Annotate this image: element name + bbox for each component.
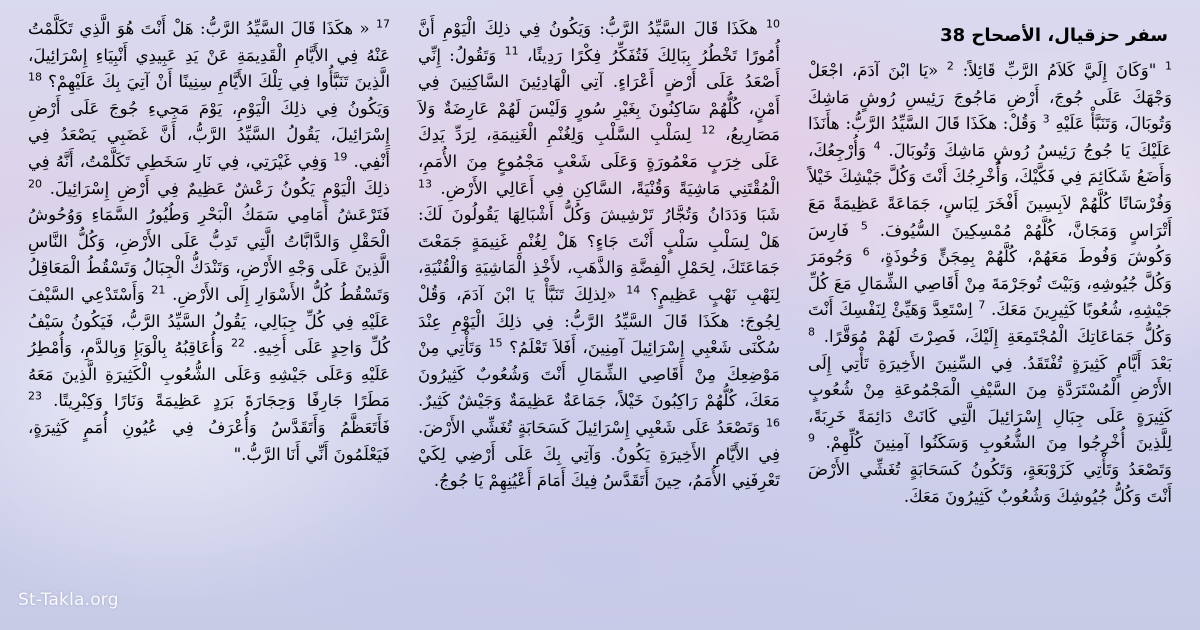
verse-text: فَتَرْعَشُ أَمَامِي سَمَكُ الْبَحْرِ وَطُيُورُ السَّمَاءِ وَوُحُوشُ الْحَقْلِ وَالدَّابَّاتُ الَّتِي تَدِبُّ عَلَى الأَرْضِ، وَكُلُّ النَّاسِ الَّذِينَ عَلَى وَجْهِ الأَرْضِ، وَتَنْدَكُّ الْجِبَالُ وَتَسْقُطُ الْمَعَاقِلُ وَتَسْقُطُ كُلُّ الأَسْوَارِ إِلَى الأَرْضِ.: [28, 205, 391, 304]
column-text: [418, 16, 780, 495]
verse-text: وَتَصْعَدُ عَلَى شَعْبِي إِسْرَائِيلَ كَسَحَابَةٍ تُغَشِّي الأَرْضَ. فِي الأَيَّامِ الأَخِيرَةِ يَكُونُ. وَآتِي بِكَ عَلَى أَرْضِي لِكَيْ تَعْرِفَنِي الأُمَمُ، حِينَ أَتَقَدَّسُ فِيكَ أَمَامَ أَعْيُنِهِمْ يَا جُوجُ.: [418, 417, 780, 491]
verse-text: بَعْدَ أَيَّامٍ كَثِيرَةٍ تُفْتَقَدُ. فِي السِّنِينَ الأَخِيرَةِ تَأْتِي إِلَى الأَرْضِ الْمُسْتَرَدَّةِ مِنَ السَّيْفِ الْمَجْمُوعَةِ مِنْ شُعُوبٍ كَثِيرَةٍ عَلَى جِبَالِ إِسْرَائِيلَ الَّتِي كَانَتْ دَائِمَةً خَرِبَةً، لِلَّذِينَ أُخْرِجُوا مِنَ الشُّعُوبِ وَسَكَنُوا آمِنِينَ كُلِّهِمْ.: [808, 353, 1172, 453]
verse-number: 5: [860, 219, 868, 233]
verse-text: وَتَأْتِي مِنْ مَوْضِعِكَ مِنْ أَقَاصِي الشِّمَالِ أَنْتَ وَشُعُوبٌ كَثِيرُونَ مَعَكَ، كُلُّهُمْ رَاكِبُونَ خَيْلاً، جَمَاعَةٌ عَظِيمَةٌ وَجَيْشٌ كَثِيرٌ.: [418, 338, 780, 411]
verse-number: 10: [766, 17, 780, 31]
verse-number: 13: [418, 177, 432, 191]
verse-text: «لِذلِكَ تَنَبَّأْ يَا ابْنَ آدَمَ، وَقُلْ لِجُوجَ: هكَذَا قَالَ السَّيِّدُ الرَّبُّ: فِي ذلِكَ الْيَوْمِ عِنْدَ سُكْنَى شَعْبِي إِسْرَائِيلَ آمِنِينَ، أَفَلاَ تَعْلَمُ؟: [418, 284, 780, 358]
verse-text: وَأُعَاقِبُهُ بِالْوَبَإِ وَبِالدَّمِ، وَأُمْطِرُ عَلَيْهِ وَعَلَى جَيْشِهِ وَعَلَى الشُّعُوبِ الْكَثِيرَةِ الَّذِينَ مَعَهُ مَطَرًا جَارِفًا وَحِجَارَةَ بَرَدٍ عَظِيمَةً وَنَارًا وَكِبْرِيتًا.: [28, 338, 390, 411]
verse-text: وَقُلْ: هكَذَا قَالَ السَّيِّدُ الرَّبُّ: هأَنَذَا عَلَيْكَ يَا جُوجُ رَئِيسُ رُوشٍ مَاشِكَ وَتُوبَالَ.: [808, 114, 1172, 160]
watermark-logo: St-Takla.org: [18, 590, 119, 610]
column-middle: [404, 6, 794, 622]
verse-number: 12: [701, 123, 716, 137]
verse-text: وَفِي غَيْرَتِي، فِي نَارِ سَخَطِي تَكَلَّمْتُ، أَنَّهُ فِي ذلِكَ الْيَوْمِ يَكُونُ رَعْشٌ عَظِيمٌ فِي أَرْضِ إِسْرَائِيلَ.: [28, 151, 390, 198]
verse-number: 4: [873, 139, 881, 153]
verse-text: وَيَكُونُ فِي ذلِكَ الْيَوْمِ، يَوْمَ مَجِيءِ جُوجَ عَلَى أَرْضِ إِسْرَائِيلَ، يَقُولُ السَّيِّدُ الرَّبُّ، أَنَّ غَضَبِي يَصْعَدُ فِي أَنْفِي.: [28, 98, 391, 171]
verse-number: 18: [28, 70, 42, 84]
verse-text: وَأُرْجِعُكَ، وَأَضَعُ شَكَائِمَ فِي فَكَّيْكَ، وَأُخْرِجُكَ أَنْتَ وَكُلَّ جَيْشِكَ خَيْلاً وَفُرْسَانًا كُلَّهُمْ لاَبِسِينَ أَفْخَرَ لِبَاسٍ، جَمَاعَةً عَظِيمَةً مَعَ أَتْرَاسٍ وَمَجَانَّ، كُلَّهُمْ مُمْسِكِينَ السُّيُوفَ.: [808, 140, 1172, 240]
verse-text: وَجُومَرَ وَكُلَّ جُيُوشِهِ، وَبَيْتَ تُوجَرْمَةَ مِنْ أَقَاصِي الشِّمَالِ مَعَ كُلِّ جَيْشِهِ، شُعُوبًا كَثِيرِينَ مَعَكَ.: [808, 247, 1172, 320]
page-title: سفر حزقيال، الأصحاح 38: [940, 25, 1168, 46]
verse-text: لِسَلْبِ السَّلْبِ وَلِغُنْمِ الْغَنِيمَةِ، لِرَدِّ يَدِكَ عَلَى خِرَبٍ مَعْمُورَةٍ وَعَلَى شَعْبٍ مَجْمُوعٍ مِنَ الأُمَمِ، الْمُقْتَنِي مَاشِيَةً وَقُنْيَةً، السَّاكِنِ فِي أَعَالِي الأَرْضِ.: [418, 125, 780, 198]
verse-text: « هكَذَا قَالَ السَّيِّدُ الرَّبُّ: هَلْ أَنْتَ هُوَ الَّذِي تَكَلَّمْتُ عَنْهُ فِي الأَيَّامِ الْقَدِيمَةِ عَنْ يَدِ عَبِيدِي أَنْبِيَاءِ إِسْرَائِيلَ، الَّذِينَ تَنَبَّأُوا فِي تِلْكَ الأَيَّامِ سِنِينًا أَنْ آتِيَ بِكَ عَلَيْهِمْ؟: [28, 19, 390, 92]
verse-text: وَأَسْتَدْعِي السَّيْفَ عَلَيْهِ فِي كُلِّ جِبَالِي، يَقُولُ السَّيِّدُ الرَّبُّ، فَيَكُونُ سَيْفُ كُلِّ وَاحِدٍ عَلَى أَخِيهِ.: [28, 284, 390, 358]
verse-number: 8: [808, 325, 815, 339]
verse-text: فَارِسَ وَكُوشَ وَفُوطَ مَعَهُمْ، كُلَّهُمْ بِمِجَنٍّ وَخُوذَةٍ،: [808, 220, 1172, 267]
verse-number: 14: [626, 283, 641, 297]
verse-number: 15: [488, 336, 503, 350]
verse-text: اِسْتَعِدَّ وَهَيِّئْ لِنَفْسِكَ أَنْتَ وَكُلُّ جَمَاعَاتِكَ الْمُجْتَمِعَةِ إِلَيْكَ، فَصِرْتَ لَهُمْ مُوَقَّرًا.: [808, 300, 1172, 346]
verse-number: 1: [1165, 59, 1172, 73]
verse-number: 17: [376, 17, 390, 31]
verse-text: فَأَتَعَظَّمُ وَأَتَقَدَّسُ وَأُعْرَفُ فِي عُيُونِ أُمَمٍ كَثِيرَةٍ، فَيَعْلَمُونَ أَنِّي أَنَا الرَّبُّ.": [28, 417, 390, 464]
column-right: [794, 6, 1186, 622]
verse-number: 9: [808, 431, 815, 445]
verse-number: 6: [862, 245, 870, 259]
verse-text: هكَذَا قَالَ السَّيِّدُ الرَّبُّ: وَيَكُونُ فِي ذلِكَ الْيَوْمِ أَنَّ أُمُورًا تَخْطُرُ بِبَالِكَ فَتُفَكِّرُ فِكْرًا رَدِيئًا،: [418, 19, 780, 65]
verse-number: 23: [28, 389, 42, 403]
verse-number: 20: [28, 177, 42, 191]
verse-text: "وَكَانَ إِلَيَّ كَلاَمُ الرَّبِّ قَائِلاً:: [953, 61, 1165, 80]
verse-number: 7: [978, 298, 986, 312]
verse-text: وَتَصْعَدُ وَتَأْتِي كَزَوْبَعَةٍ، وَتَكُونُ كَسَحَابَةٍ تُغَشِّي الأَرْضَ أَنْتَ وَكُلُّ جُيُوشِكَ وَشُعُوبٌ كَثِيرُونَ مَعَكَ.: [808, 459, 1172, 506]
verse-text: «يَا ابْنَ آدَمَ، اجْعَلْ وَجْهَكَ عَلَى جُوجَ، أَرْضِ مَاجُوجَ رَئِيسِ رُوشٍ مَاشِكَ وَتُوبَالَ، وَتَنَبَّأْ عَلَيْهِ: [808, 61, 1172, 134]
verse-number: 21: [151, 283, 166, 297]
column-text: [808, 58, 1172, 510]
verse-number: 3: [1042, 112, 1050, 126]
column-text: [28, 16, 390, 468]
verse-number: 11: [504, 44, 519, 58]
verse-number: 22: [231, 336, 246, 350]
verse-number: 19: [333, 150, 348, 164]
verse-text: شَبَا وَدَدَانُ وَتُجَّارُ تَرْشِيشَ وَكُلُّ أَشْبَالِهَا يَقُولُونَ لَكَ: هَلْ لِسَلْبِ سَلْبٍ أَنْتَ جَاءٍ؟ هَلْ لِغُنْمِ غَنِيمَةٍ جَمَعْتَ جَمَاعَتَكَ، لِحَمْلِ الْفِضَّةِ وَالذَّهَبِ، لأَخْذِ الْمَاشِيَةِ وَالْقُنْيَةِ، لِنَهْبِ نَهْبٍ عَظِيمٍ؟: [418, 205, 781, 304]
verse-number: 2: [946, 59, 954, 73]
verse-number: 16: [766, 416, 780, 430]
text-columns: [14, 6, 1186, 622]
column-left: [14, 6, 404, 622]
verse-text: وَتَقُولُ: إِنِّي أَصْعَدُ عَلَى أَرْضٍ أَعْرَاءٍ. آتِي الْهَادِئِينَ السَّاكِنِينَ فِي أَمْنٍ، كُلُّهُمْ سَاكِنُونَ بِغَيْرِ سُورٍ وَلَيْسَ لَهُمْ عَارِضَةٌ وَلاَ مَصَارِيعُ،: [418, 45, 780, 145]
